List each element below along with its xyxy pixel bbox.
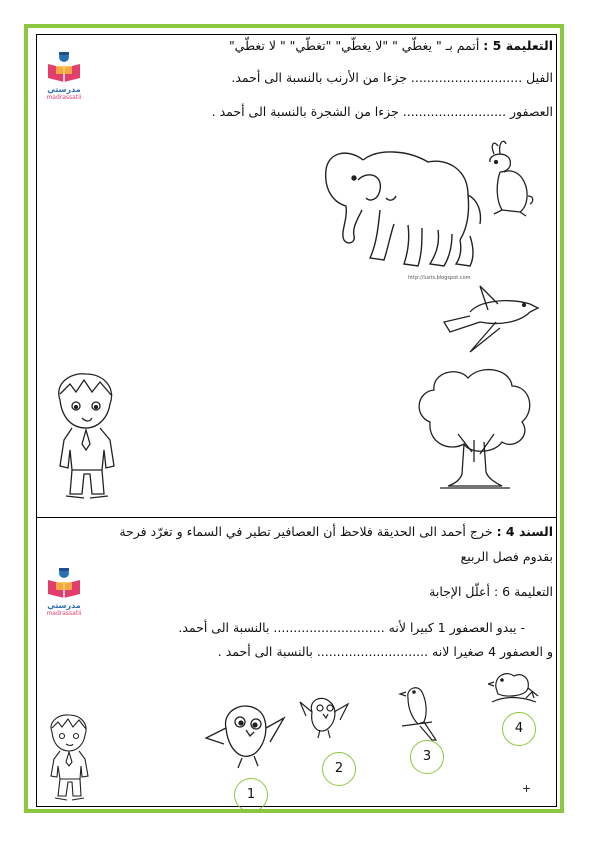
sanad-4-text-cont: بقدوم فصل الربيع xyxy=(460,549,553,564)
book-logo-icon xyxy=(42,50,86,82)
sentence-sparrow-1: - يبدو العصفور 1 كبيرا لأنه ............................ بالنسبة الى أحمد. xyxy=(178,620,525,635)
elephant-illustration xyxy=(318,140,488,275)
logo-latin: madrassatii xyxy=(46,609,82,617)
logo-latin: madrassatii xyxy=(46,93,82,101)
sanad-4-label: السند 4 : xyxy=(496,524,553,539)
sparrow-4-illustration xyxy=(488,662,540,708)
book-logo-icon xyxy=(42,566,86,598)
madrassatii-logo-2 xyxy=(42,566,86,617)
plus-mark: + xyxy=(522,782,532,795)
rabbit-illustration xyxy=(476,140,538,220)
boy-ahmad-illustration xyxy=(46,370,126,510)
number-4-circle: 4 xyxy=(502,712,536,746)
sparrow-1-illustration xyxy=(204,698,286,772)
tree-illustration xyxy=(410,362,538,492)
number-1-circle: 1 xyxy=(234,778,268,812)
sparrow-2-illustration xyxy=(298,692,350,742)
sanad-4-text: خرج أحمد الى الحديقة فلاحظ أن العصافير تطير في السماء و تغرّد فرحة xyxy=(119,524,493,539)
instruction-5-label: التعليمة 5 : xyxy=(483,38,553,53)
number-2-circle: 2 xyxy=(322,752,356,786)
image-watermark: http://lusts.blogspot.com xyxy=(408,275,471,281)
section-divider xyxy=(36,517,557,518)
sparrow-3-illustration xyxy=(396,682,442,742)
madrassatii-logo xyxy=(42,50,86,101)
sentence-elephant: الفيل ............................ جزءا من الأرنب بالنسبة الى أحمد. xyxy=(231,70,553,85)
instruction-5 xyxy=(229,40,553,53)
sentence-sparrow: العصفور .......................... جزءا من الشجرة بالنسبة الى أحمد . xyxy=(211,104,553,119)
instruction-5-text: أتمم بـ " يغطّي " "لا يغطّي" "تغطّي" " لا تغطّي" xyxy=(228,38,480,53)
flying-bird-illustration xyxy=(440,282,540,354)
number-3-circle: 3 xyxy=(410,740,444,774)
sentence-sparrow-4: و العصفور 4 صغيرا لانه ............................ بالنسبة الى أحمد . xyxy=(217,644,553,659)
logo-arabic: مدرستي xyxy=(47,601,81,610)
sanad-4 xyxy=(119,526,553,539)
logo-arabic: مدرستي xyxy=(47,85,81,94)
boy-ahmad-small-illustration xyxy=(42,712,96,810)
instruction-6: التعليمة 6 : أعلّل الإجابة xyxy=(429,584,553,599)
